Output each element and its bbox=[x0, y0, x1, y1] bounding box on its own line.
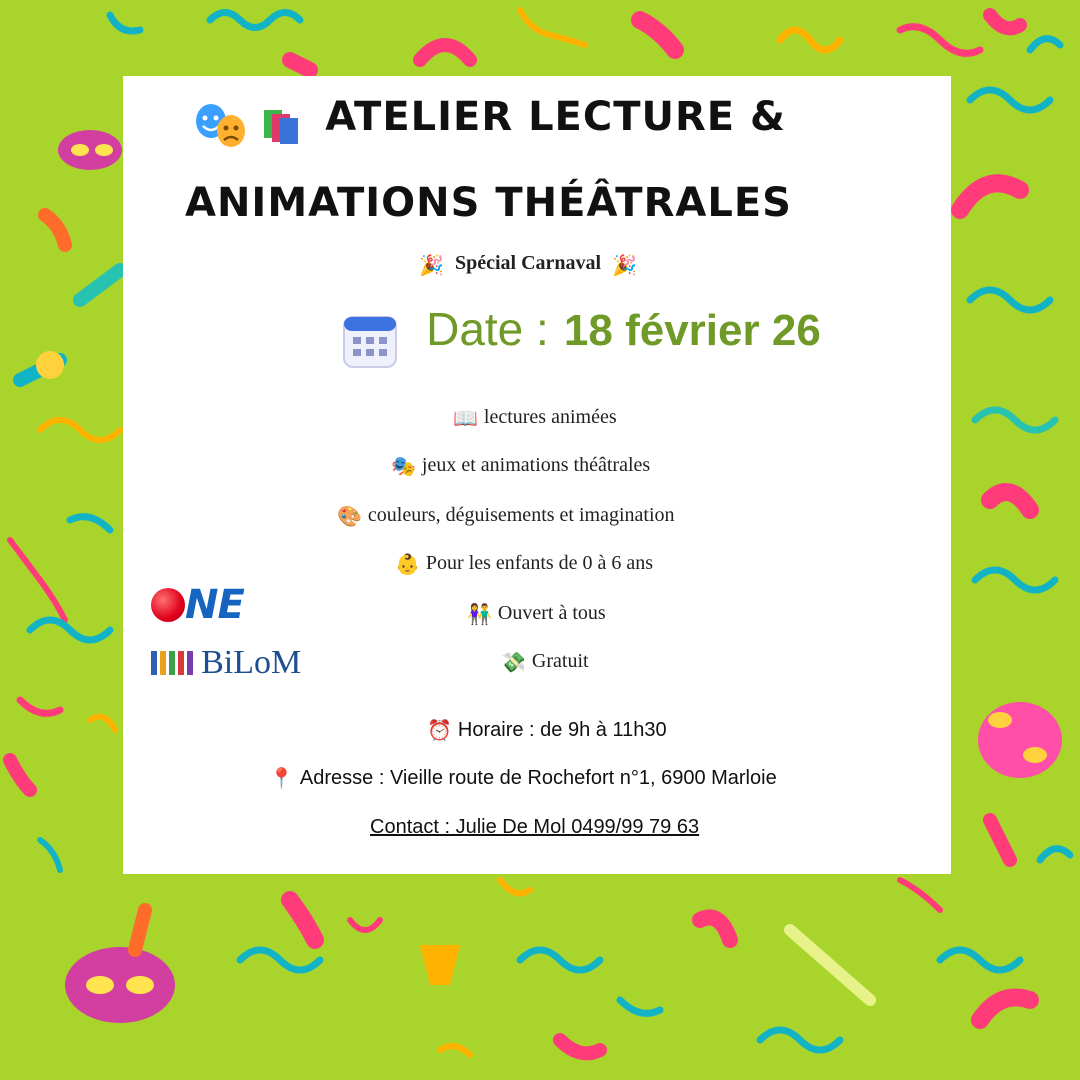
address-text: Adresse : Vieille route de Rochefort n°1, 6900 Marloie bbox=[299, 766, 777, 789]
bilom-books-icon bbox=[151, 653, 201, 672]
activity-games bbox=[391, 454, 650, 479]
activity-text: lectures animées bbox=[483, 406, 617, 429]
date-row bbox=[341, 302, 821, 370]
theater-masks-icon: 🎭 bbox=[391, 456, 416, 478]
party-popper-icon: 🎉 bbox=[612, 252, 638, 277]
activity-free bbox=[501, 650, 589, 675]
bilom-logo-text: BiLoM bbox=[201, 644, 302, 681]
activity-text: couleurs, déguisements et imagination bbox=[367, 504, 675, 527]
poster-card bbox=[123, 76, 951, 874]
books-icon bbox=[260, 104, 304, 148]
activity-age bbox=[395, 552, 653, 577]
schedule bbox=[427, 718, 667, 743]
one-logo bbox=[151, 582, 244, 628]
open-book-icon: 📖 bbox=[453, 408, 478, 430]
theater-masks-icon bbox=[193, 101, 249, 151]
date-label: Date : bbox=[426, 303, 549, 355]
title-line-2: ANIMATIONS THÉÂTRALES bbox=[185, 180, 792, 226]
title-line-1 bbox=[193, 94, 786, 151]
date-value: 18 février 26 bbox=[563, 306, 821, 355]
one-logo-red-ball bbox=[151, 588, 185, 622]
activity-text: jeux et animations théâtrales bbox=[421, 454, 651, 477]
title-text-line-1: ATELIER LECTURE & bbox=[325, 94, 786, 140]
baby-icon: 👶 bbox=[395, 554, 420, 576]
activity-open bbox=[467, 602, 606, 627]
palette-icon: 🎨 bbox=[337, 506, 362, 528]
one-logo-text: NE bbox=[185, 582, 244, 628]
activity-text: Pour les enfants de 0 à 6 ans bbox=[425, 552, 654, 575]
calendar-icon bbox=[341, 312, 399, 370]
party-popper-icon: 🎉 bbox=[419, 252, 444, 277]
subtitle-text: Spécial Carnaval bbox=[455, 252, 602, 274]
activity-colors bbox=[337, 504, 675, 529]
subtitle bbox=[419, 252, 643, 277]
people-icon: 👫 bbox=[467, 604, 492, 626]
money-icon: 💸 bbox=[501, 652, 526, 674]
alarm-clock-icon: ⏰ bbox=[427, 720, 452, 742]
schedule-text: Horaire : de 9h à 11h30 bbox=[457, 718, 667, 741]
contact: Contact : Julie De Mol 0499/99 79 63 bbox=[370, 816, 700, 838]
activity-text: Gratuit bbox=[531, 650, 589, 673]
activity-reading bbox=[453, 406, 617, 431]
activity-text: Ouvert à tous bbox=[497, 602, 606, 625]
bilom-logo bbox=[151, 644, 301, 682]
pin-icon: 📍 bbox=[269, 768, 294, 790]
address bbox=[269, 766, 777, 791]
